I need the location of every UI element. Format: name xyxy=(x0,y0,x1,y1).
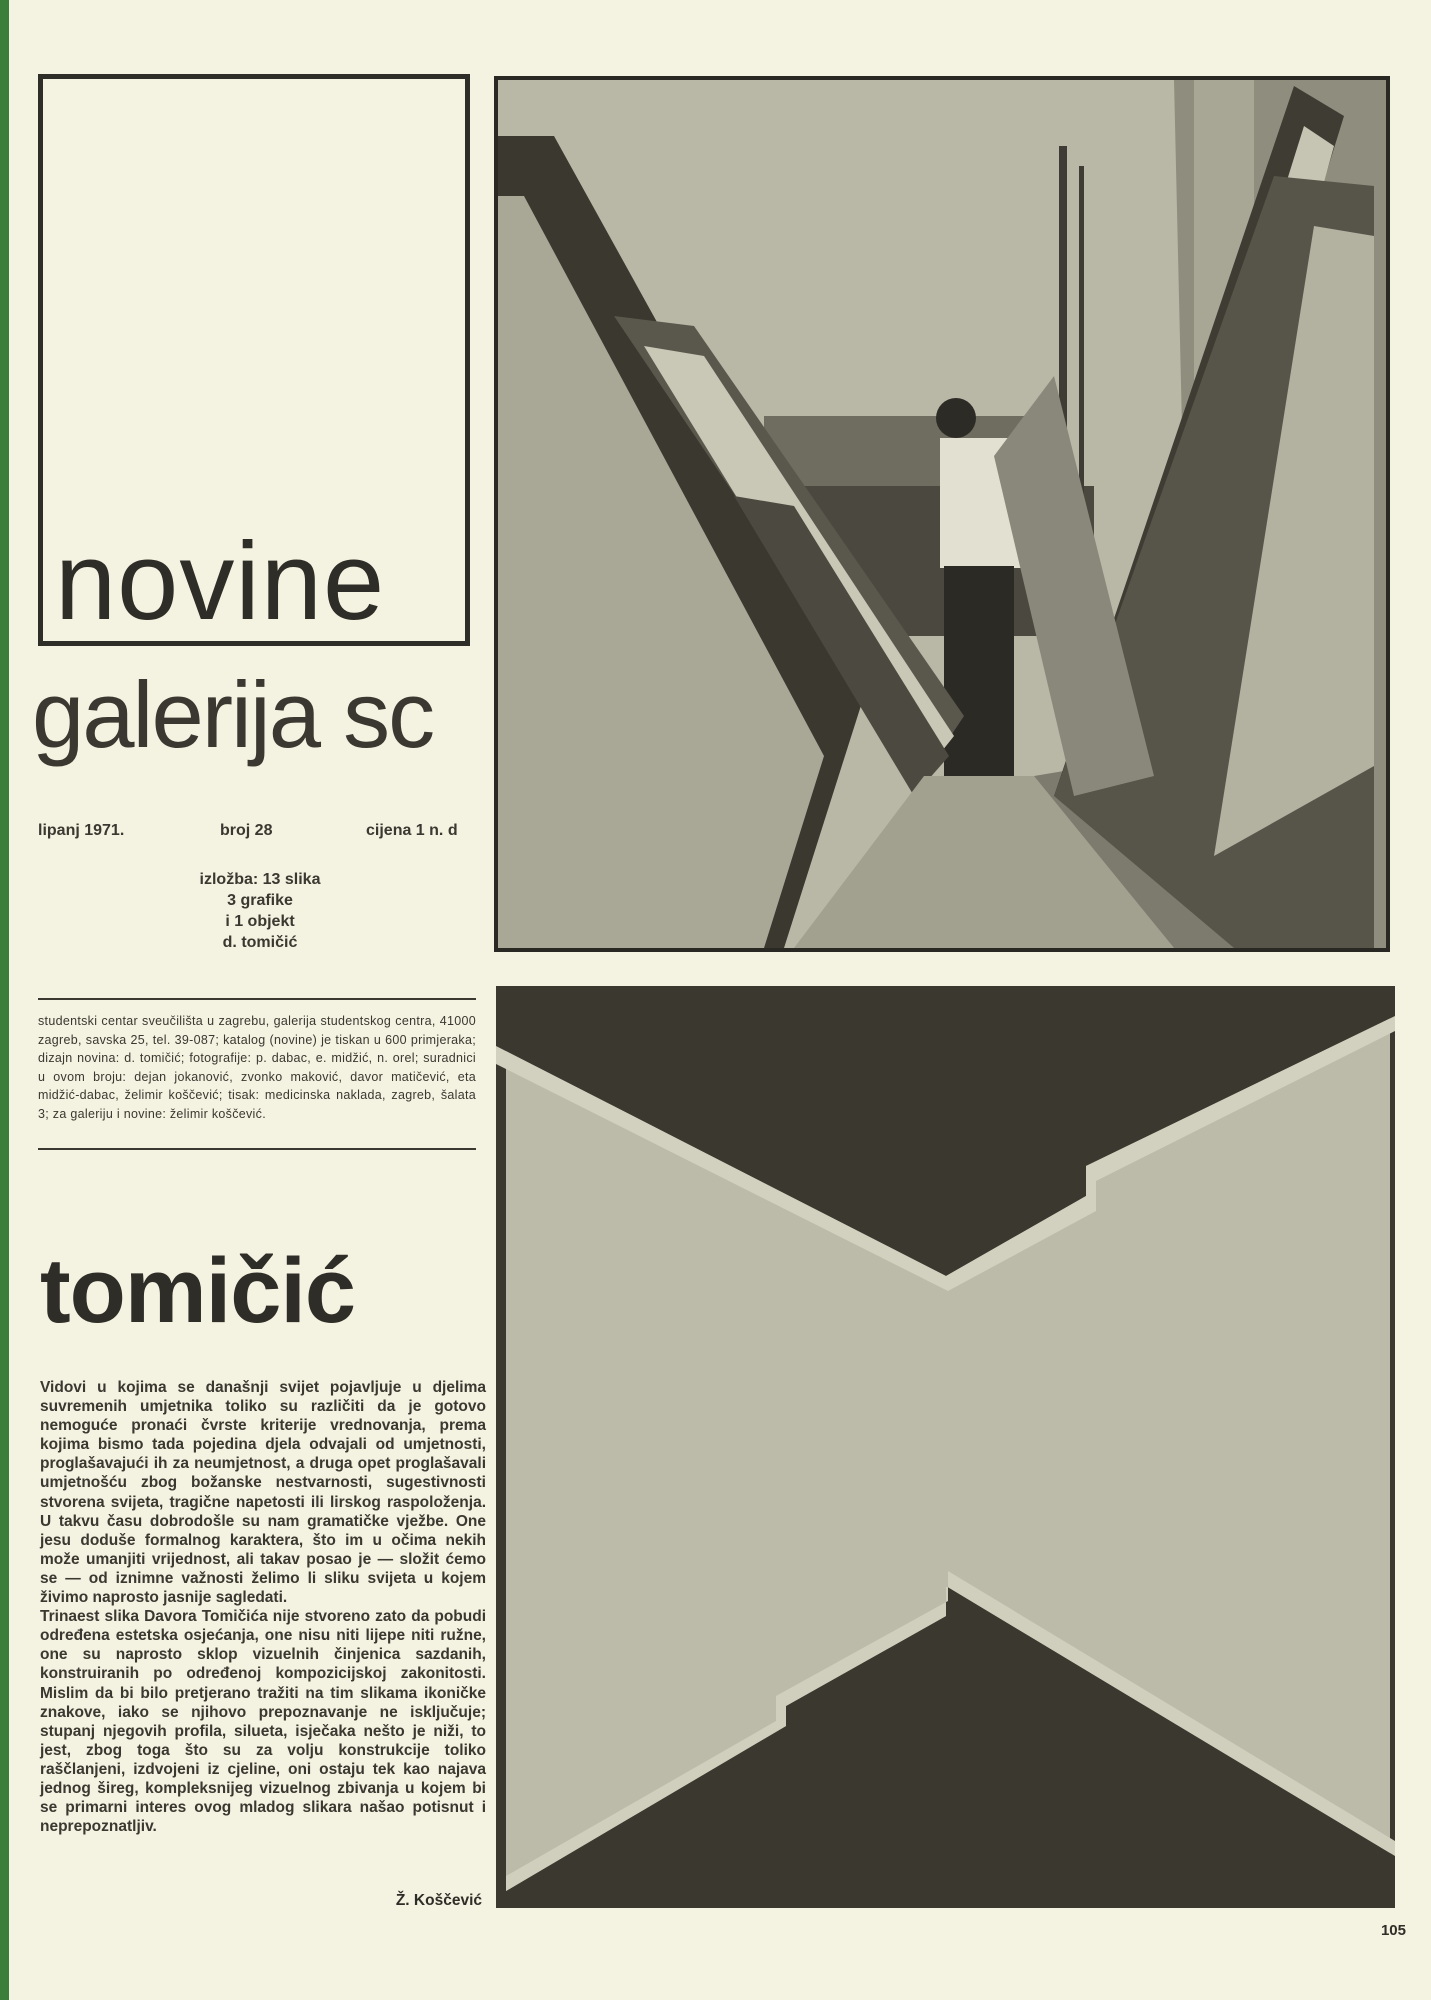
exhibition-line: d. tomičić xyxy=(222,934,298,951)
page-number: 105 xyxy=(1380,1922,1406,1939)
exhibition-photo-terrace xyxy=(494,76,1390,952)
masthead-subtitle: galerija sc xyxy=(32,662,434,767)
colophon-bottom-rule xyxy=(38,1148,476,1150)
exhibition-line: 3 grafike xyxy=(227,892,293,909)
masthead-box xyxy=(38,74,470,646)
colophon-top-rule xyxy=(38,998,476,1000)
issue-date: lipanj 1971. xyxy=(38,822,125,839)
colophon: studentski centar sveučilišta u zagrebu, galerija studentskog centra, 41000 zagreb, savska 25, tel. 39-087; katalog (novine) je tiskan u 600 primjeraka; dizajn novina: d. tomičić; fotografije: p. dabac, e. midžić, n. orel; suradnici u ovom broju: dejan jokanović, zvonko maković, davor matičević, eta midžić-dabac, želimir koščević; tisak: medicinska naklada, zagreb, šalata 3; za galeriju i novine: želimir koščević. xyxy=(38,1014,476,1121)
article-body xyxy=(40,1378,486,1836)
masthead-title: novine xyxy=(55,520,386,643)
exhibition-info xyxy=(160,869,360,953)
article-author: Ž. Koščević xyxy=(395,1892,482,1909)
exhibition-line: izložba: 13 slika xyxy=(199,871,321,888)
painting-photo-geometric xyxy=(496,986,1395,1908)
exhibition-line: i 1 objekt xyxy=(225,913,295,930)
article-paragraph: Trinaest slika Davora Tomičića nije stvoreno zato da pobudi određena estetska osjećanja, one nisu niti lijepe niti ružne, one su naprosto sklop vizuelnih činjenica sazdanih, konstruiranih po određenoj kompozicijskoj zakonitosti. Mislim da bi bilo pretjerano tražiti na tim slikama ikoničke znakove, iako se njihovo prepoznavanje ne isključuje; stupanj njegovih profila, silueta, isječaka nešto je niži, to jest, zbog toga što su za volju konstrukcije toliko raščlanjeni, izdvojeni iz cjeline, oni ostaju tek kao najava jednog šireg, kompleksnijeg vizuelnog zbivanja u kojem bi se primarni interes ovog mladog slikara našao potisnut i neprepoznatljiv. xyxy=(40,1608,486,1836)
issue-number: broj 28 xyxy=(220,822,273,839)
article-paragraph: Vidovi u kojima se današnji svijet pojavljuje u djelima suvremenih umjetnika toliko su različiti da je gotovo nemoguće pronaći čvrste kriterije vrednovanja, prema kojima bismo tada pojedina djela odvajali od umjetnosti, proglašavajući ih za neumjetnost, a druga opet proglašavali umjetnošću zbog božanske nestvarnosti, sugestivnosti stvorena svijeta, tragične napetosti ili lirskog raspoloženja. U takvu času dobrodošle su nam gramatičke vježbe. One jesu doduše formalnog karaktera, što im u očima nekih može umanjiti vrijednost, ali takav posao je — složit ćemo se — od iznimne važnosti želimo li sliku svijeta u kojem živimo naprosto jasnije sagledati. xyxy=(40,1379,486,1607)
issue-price: cijena 1 n. d xyxy=(366,822,458,839)
article-heading: tomičić xyxy=(40,1240,356,1342)
